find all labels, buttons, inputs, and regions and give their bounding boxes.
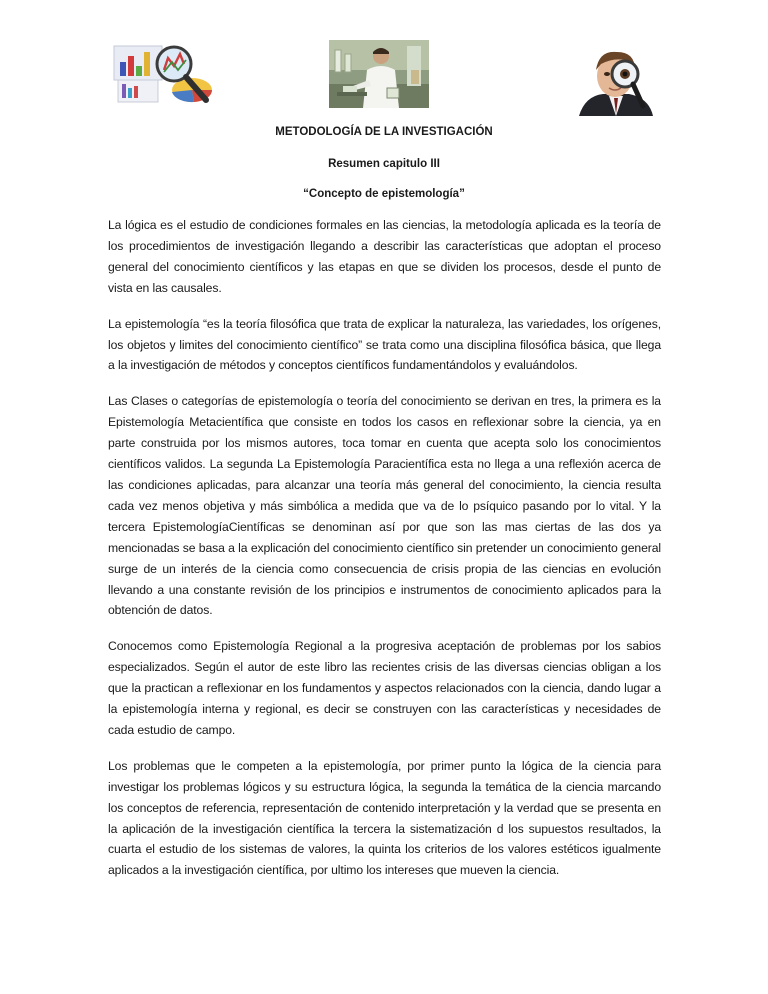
document-topic: “Concepto de epistemología”	[303, 188, 465, 200]
document-subtitle: Resumen capitulo III	[328, 158, 440, 170]
paragraph-logica: La lógica es el estudio de condiciones formales en las ciencias, la metodología aplicada es la teoría de los procedimientos de investigación llegando a describir las características que adoptan el proceso general del conocimiento científicos y las etapas en que se dividen los procesos, desde el punto de vista en las causales.	[108, 218, 661, 295]
document-body	[108, 215, 661, 896]
paragraph-epistemologia-definicion: La epistemología “es la teoría filosófica que trata de explicar la naturaleza, las variedades, los orígenes, los objetos y limites del conocimiento científico” se trata como una disciplina filosófica básica, que llega a la investigación de métodos y conceptos científicos fundamentándolos y evaluándolos.	[108, 316, 661, 373]
man-magnifying-glass-image	[569, 46, 659, 116]
scientist-laboratory-image	[329, 40, 429, 108]
paragraph-problemas-epistemologia: Los problemas que le competen a la epistemología, por primer punto la lógica de la ciencia para investigar los problemas lógicos y su estructura lógica, la segunda la temática de la ciencia marcando los conceptos de referencia, representación de contenido interpretación y la verdad que se presenta en la aplicación de la investigación científica la tercera la sistematización d los supuestos resultados, la cuarta el estudio de los sistemas de valores, la quinta los criterios de los valores estéticos igualmente aplicados a la investigación científica, por ultimo los intereses que mueven la ciencia.	[108, 758, 661, 878]
magnifier-charts-image	[110, 40, 216, 108]
document-title: METODOLOGÍA DE LA INVESTIGACIÓN	[275, 126, 493, 138]
paragraph-epistemologia-regional: Conocemos como Epistemología Regional a la progresiva aceptación de problemas por los sabios especializados. Según el autor de este libro las recientes crisis de las diversas ciencias obligan a los que la practican a reflexionar en los fundamentos y aspectos relacionados con la ciencia, dando lugar a la epistemología interna y regional, es decir se construyen con las características y necesidades de cada estudio de campo.	[108, 639, 661, 737]
paragraph-clases-epistemologia: Las Clases o categorías de epistemología o teoría del conocimiento se derivan en tres, la primera es la Epistemología Metacientífica que consiste en todos los casos en reflexionar sobre la ciencia, ya en parte construida por los mismos autores, toca tomar en cuenta que acepta solo los conocimientos científicos validos. La segunda La Epistemología Paracientífica esta no llega a una reflexión acerca de las condiciones aplicadas, para alcanzar una teoría más general del conocimiento, la ciencia resulta cada vez menos objetiva y más simbólica a medida que va de lo psíquico pasando por lo vital. Y la tercera EpistemologíaCientíficas se denominan así por que son las mas ciertas de las dos ya mencionadas se basa a la explicación del conocimiento científico sin pretender un conocimiento general surge de un interés de la ciencia como consecuencia de crisis propia de las ciencias en evolución llevando a una constante revisión de los principios e instrumentos de conocimiento aplicados para la obtención de datos.	[108, 394, 661, 618]
